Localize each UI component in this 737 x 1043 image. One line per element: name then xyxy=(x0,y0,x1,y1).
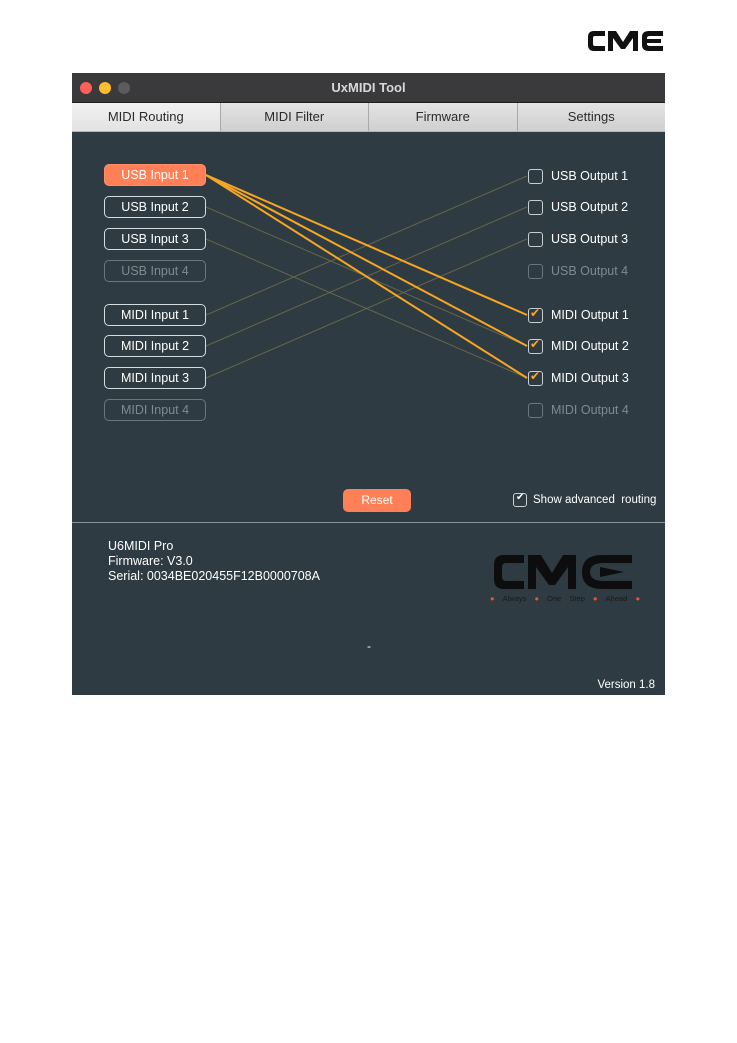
slogan-dot-icon: ● xyxy=(635,594,640,603)
usb-output-2-label: USB Output 2 xyxy=(551,200,629,214)
midi-input-1-button[interactable]: MIDI Input 1 xyxy=(104,304,206,326)
midi-output-2-checkbox[interactable] xyxy=(528,336,543,354)
tab-firmware[interactable]: Firmware xyxy=(369,103,518,131)
cme-brand-logo xyxy=(490,551,638,593)
usb-input-3-button[interactable]: USB Input 3 xyxy=(104,228,206,250)
midi-output-4-checkbox[interactable] xyxy=(528,403,543,418)
usb-output-3-checkbox[interactable] xyxy=(528,232,543,247)
window-title: UxMIDI Tool xyxy=(331,80,406,95)
usb-output-3-label: USB Output 3 xyxy=(551,232,629,246)
checkmark-icon: ✔ xyxy=(530,305,541,320)
active-route-line xyxy=(206,175,527,378)
checkmark-icon: ✔ xyxy=(516,492,525,503)
show-advanced-routing[interactable] xyxy=(513,493,656,507)
slogan-dot-icon: ● xyxy=(534,594,540,603)
show-advanced-routing-label: Show advanced routing xyxy=(533,494,657,506)
midi-output-4-label: MIDI Output 4 xyxy=(551,403,629,417)
tab-bar xyxy=(72,103,665,132)
usb-output-3[interactable] xyxy=(528,229,628,249)
reset-button[interactable]: Reset xyxy=(343,489,411,512)
checkmark-icon: ✔ xyxy=(530,336,541,351)
usb-output-1-label: USB Output 1 xyxy=(551,169,629,183)
firmware-version: Firmware: V3.0 xyxy=(108,554,193,568)
routing-panel xyxy=(72,132,665,522)
tab-midi-routing[interactable]: MIDI Routing xyxy=(72,103,221,131)
app-version: Version 1.8 xyxy=(597,679,655,691)
active-route-line xyxy=(206,175,527,346)
midi-output-3-checkbox[interactable] xyxy=(528,368,543,386)
usb-output-1[interactable] xyxy=(528,166,628,186)
midi-input-2-button[interactable]: MIDI Input 2 xyxy=(104,335,206,357)
app-window xyxy=(72,73,665,695)
usb-input-4-button[interactable]: USB Input 4 xyxy=(104,260,206,282)
midi-output-3-label: MIDI Output 3 xyxy=(551,371,629,385)
divider xyxy=(72,522,665,523)
usb-output-1-checkbox[interactable] xyxy=(528,169,543,184)
status-text: - xyxy=(367,639,371,653)
device-model: U6MIDI Pro xyxy=(108,539,174,553)
routing-lines xyxy=(72,132,665,522)
midi-input-3-button[interactable]: MIDI Input 3 xyxy=(104,367,206,389)
slogan-word: Step xyxy=(569,594,585,603)
slogan-word: Always xyxy=(502,594,527,603)
midi-output-4[interactable] xyxy=(528,400,629,420)
title-bar xyxy=(72,73,665,103)
device-info xyxy=(108,539,320,584)
midi-output-1-checkbox[interactable] xyxy=(528,305,543,323)
midi-output-2[interactable] xyxy=(528,336,629,356)
slogan-dot-icon: ● xyxy=(593,594,598,603)
usb-input-1-button[interactable]: USB Input 1 xyxy=(104,164,206,186)
midi-output-1-label: MIDI Output 1 xyxy=(551,308,629,322)
usb-input-2-button[interactable]: USB Input 2 xyxy=(104,196,206,218)
usb-output-4-label: USB Output 4 xyxy=(551,264,629,278)
midi-output-1[interactable] xyxy=(528,305,629,325)
midi-input-4-button[interactable]: MIDI Input 4 xyxy=(104,399,206,421)
cme-logo xyxy=(585,28,667,54)
brand-slogan xyxy=(490,594,640,603)
slogan-word: Ahead xyxy=(605,594,628,603)
usb-output-4-checkbox[interactable] xyxy=(528,264,543,279)
show-advanced-routing-checkbox[interactable] xyxy=(513,493,527,507)
slogan-dot-icon: ● xyxy=(490,594,495,603)
usb-output-2-checkbox[interactable] xyxy=(528,200,543,215)
checkmark-icon: ✔ xyxy=(530,368,541,383)
usb-output-4[interactable] xyxy=(528,261,628,281)
slogan-word: One xyxy=(547,594,562,603)
tab-settings[interactable]: Settings xyxy=(518,103,666,131)
serial-number: Serial: 0034BE020455F12B0000708A xyxy=(108,569,320,583)
midi-output-3[interactable] xyxy=(528,368,629,388)
usb-output-2[interactable] xyxy=(528,197,628,217)
midi-output-2-label: MIDI Output 2 xyxy=(551,339,629,353)
tab-midi-filter[interactable]: MIDI Filter xyxy=(221,103,370,131)
